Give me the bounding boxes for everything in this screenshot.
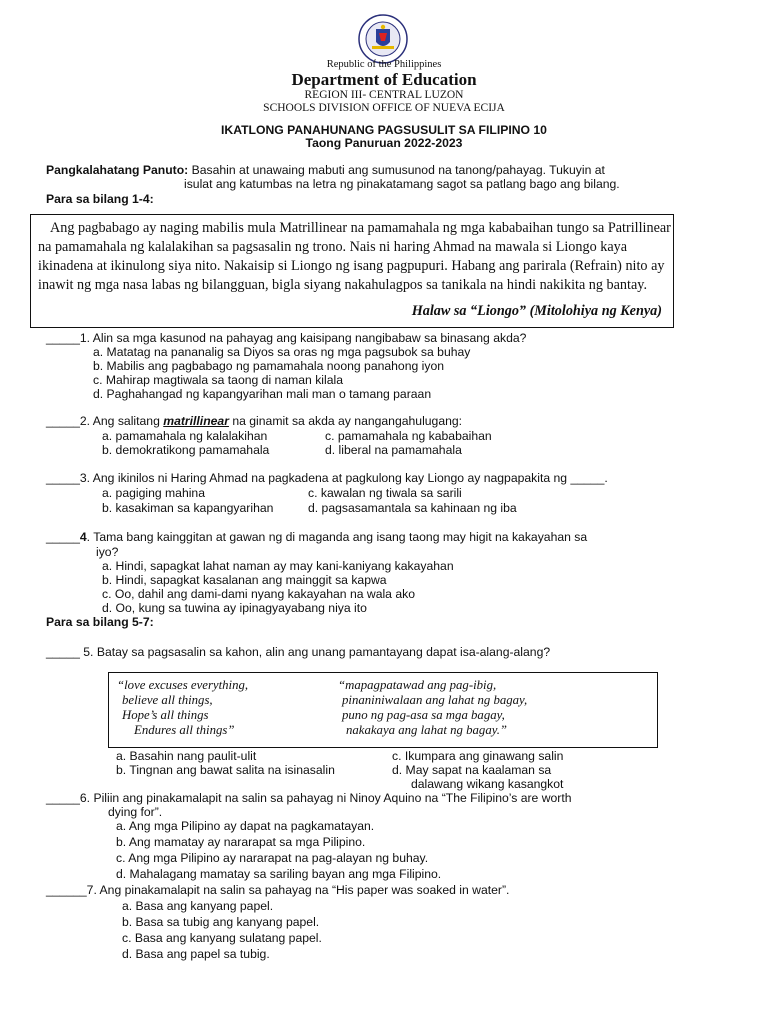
q1-choice-b: b. Mabilis ang pagbabago ng pamamahala noong panahong iyon [93,359,445,373]
q2-keyword: matrillinear [163,414,229,428]
q4-choice-a: a. Hindi, sapagkat lahat naman ay may kani-kaniyang kakayahan [102,559,454,573]
q3-stem: _____3. Ang ikinilos ni Haring Ahmad na pagkadena at pagkulong kay Liongo ay nagpapakita ng _____. [46,471,608,485]
q4-choice-c: c. Oo, dahil ang dami-dami nyang kakayahan na wala ako [102,587,416,601]
q6-stem: _____6. Piliin ang pinakamalapit na salin sa pahayag ni Ninoy Aquino na “The Filipino’s are worth [46,791,572,805]
q4-stem [46,530,587,544]
q7-stem: ______7. Ang pinakamalapit na salin sa pahayag na “His paper was soaked in water”. [46,883,510,897]
republic-label: Republic of the Philippines [326,59,442,70]
q6-choice-d: d. Mahalagang mamatay sa sariling bayan ang mga Filipino. [116,867,442,881]
instructions-label: Pangkalahatang Panuto: [46,163,189,177]
deped-seal [358,14,408,64]
q2-prefix: _____2. Ang salitang [46,414,164,428]
section1-label: Para sa bilang 1-4: [46,192,154,206]
filipino-line-2: pinaniniwalaan ang lahat ng bagay, [342,693,528,707]
q2-choice-b: b. demokratikong pamamahala [102,443,270,457]
q4-number: 4 [79,530,87,544]
q6-choice-a: a. Ang mga Pilipino ay dapat na pagkamatayan. [116,819,375,833]
q7-choice-a: a. Basa ang kanyang papel. [122,899,274,913]
q6-choice-c: c. Ang mga Pilipino ay nararapat na pag-alayan ng buhay. [116,851,429,865]
passage-source: Halaw sa “Liongo” (Mitolohiya ng Kenya) [411,303,662,319]
q6-stem-2: dying for”. [108,805,163,819]
filipino-line-3: puno ng pag-asa sa mga bagay, [342,708,505,722]
region-label: REGION III- CENTRAL LUZON [304,89,464,101]
q4-stem-text: . Tama bang kainggitan at gawan ng di maganda ang isang taong may higit na kakayahan sa [86,530,588,544]
passage-line-2: na pamamahala ng kalalakihan sa pagsasalin ng trono. Nais ni haring Ahmad na mawala si Liongo kaya [38,239,628,255]
q5-choice-a: a. Basahin nang paulit-ulit [116,749,257,763]
q3-choice-d: d. pagsasamantala sa kahinaan ng iba [308,501,517,515]
q2-choice-c: c. pamamahala ng kababaihan [325,429,492,443]
division-label: SCHOOLS DIVISION OFFICE OF NUEVA ECIJA [263,102,505,114]
english-line-2: believe all things, [122,693,213,707]
q2-choice-d: d. liberal na pamamahala [325,443,462,457]
q4-choice-b: b. Hindi, sapagkat kasalanan ang mainggit sa kapwa [102,573,387,587]
instructions-line2: isulat ang katumbas na letra ng pinakatamang sagot sa patlang bago ang bilang. [184,177,620,191]
q7-choice-b: b. Basa sa tubig ang kanyang papel. [122,915,320,929]
q5-choice-b: b. Tingnan ang bawat salita na isinasalin [116,763,335,777]
q4-stem-2: iyo? [96,545,119,559]
q4-blank: _____ [46,530,80,544]
english-line-3: Hope’s all things [122,708,209,722]
instructions-line1 [46,163,605,177]
q1-stem: _____1. Alin sa mga kasunod na pahayag ang kaisipang nangibabaw sa binasang akda? [46,331,527,345]
passage-line-3: ikinadena at ikinulong siya nito. Nakaisip si Liongo ng isang pagpupuri. Habang ang parirala (Refrain) nito ay [38,258,665,274]
q3-choice-b: b. kasakiman sa kapangyarihan [102,501,274,515]
q2-stem [46,414,462,428]
q3-choice-a: a. pagiging mahina [102,486,205,500]
q1-choice-d: d. Paghahangad ng kapangyarihan mali man o tamang paraan [93,387,432,401]
passage-line-1: Ang pagbabago ay naging mabilis mula Matrillinear na pamamahala ng mga kababaihan tungo sa Patrillinear [50,220,671,236]
school-year: Taong Panuruan 2022-2023 [305,136,463,150]
exam-title: IKATLONG PANAHUNANG PAGSUSULIT SA FILIPINO 10 [221,123,547,137]
filipino-line-4: nakakaya ang lahat ng bagay.” [346,723,508,737]
q6-choice-b: b. Ang mamatay ay nararapat sa mga Pilipino. [116,835,366,849]
q5-choice-c: c. Ikumpara ang ginawang salin [392,749,564,763]
department-title: Department of Education [291,70,477,89]
english-line-4: Endures all things” [134,723,235,737]
instructions-text-1: Basahin at unawaing mabuti ang sumusunod na tanong/pahayag. Tukuyin at [191,163,605,177]
q1-choice-c: c. Mahirap magtiwala sa taong di naman kilala [93,373,343,387]
filipino-line-1: “mapagpatawad ang pag-ibig, [338,678,497,692]
q2-choice-a: a. pamamahala ng kalalakihan [102,429,268,443]
q2-suffix: na ginamit sa akda ay nangangahulugang: [228,414,463,428]
section2-label: Para sa bilang 5-7: [46,615,154,629]
q3-choice-c: c. kawalan ng tiwala sa sarili [308,486,462,500]
q7-choice-c: c. Basa ang kanyang sulatang papel. [122,931,322,945]
q4-choice-d: d. Oo, kung sa tuwina ay ipinagyayabang niya ito [102,601,367,615]
q5-choice-d: d. May sapat na kaalaman sa [392,763,552,777]
q5-stem: _____ 5. Batay sa pagsasalin sa kahon, alin ang unang pamantayang dapat isa-alang-alang? [46,645,551,659]
q7-choice-d: d. Basa ang papel sa tubig. [122,947,270,961]
english-line-1: “love excuses everything, [117,678,249,692]
q1-choice-a: a. Matatag na pananalig sa Diyos sa oras ng mga pagsubok sa buhay [93,345,471,359]
q5-choice-d-cont: dalawang wikang kasangkot [411,777,564,791]
passage-line-4: inawit ng mga nasa labas ng bilangguan, bigla siyang nakahulagpos sa tanikala na hindi nakikita ng bantay. [38,277,647,293]
